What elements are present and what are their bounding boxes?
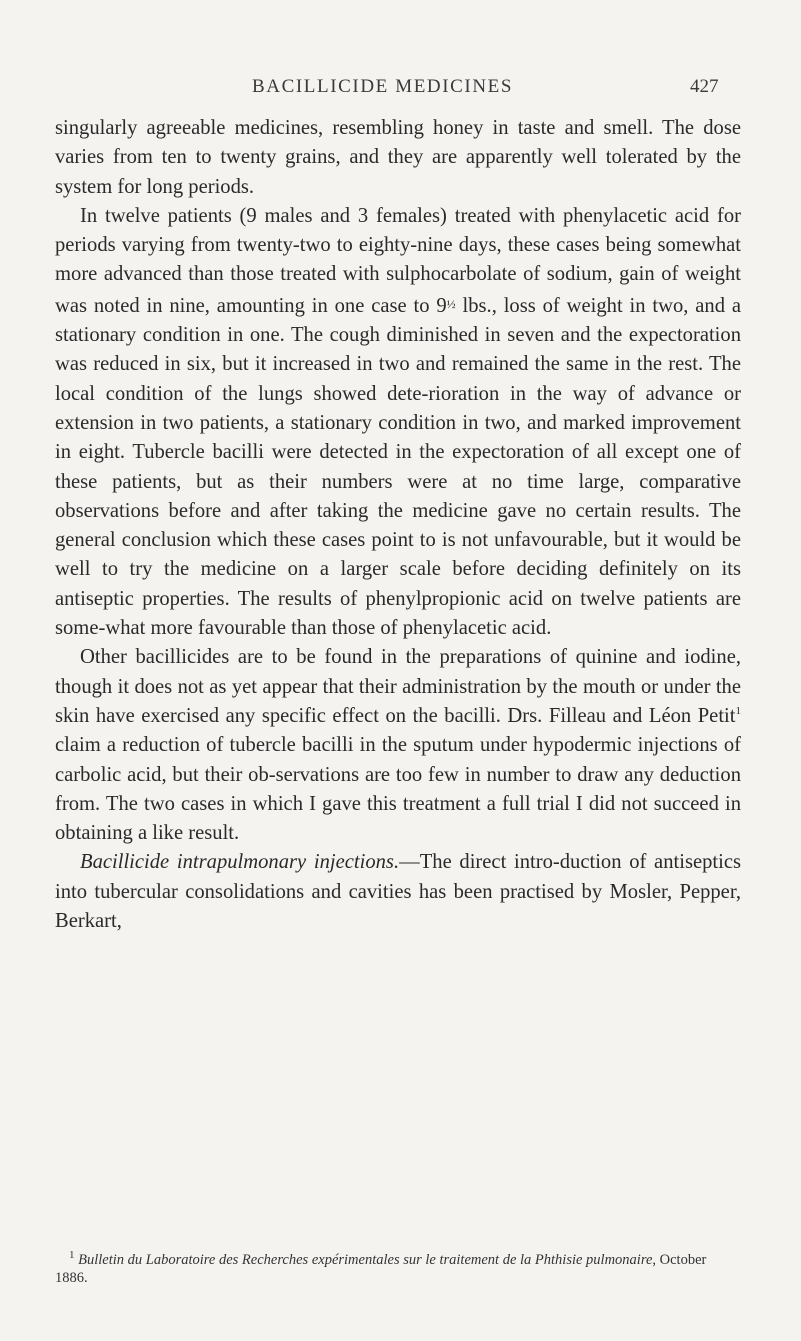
footnote-reference: 1 (735, 705, 741, 718)
footnote-title: Bulletin du Laboratoire des Recherches expérimentales sur le traitement de la Phthisie pulmonaire (78, 1252, 653, 1268)
paragraph-text: —The direct intro-duction of antiseptics into tubercular consolidations and cavities has been practised by Mosler, Pepper, Berkart, (55, 851, 741, 933)
footnote-marker: 1 (69, 1249, 75, 1262)
paragraph-text: In twelve patients (9 males and 3 females) treated with phenylacetic acid for periods varying from twenty-two to eighty-nine days, these cases being somewhat more advanced than those treated with sulphocarbolate of sodium, gain of weight was noted in nine, amounting in one case to 9 (55, 204, 741, 317)
paragraph-phenylacetic-acid (55, 202, 741, 643)
page-header (0, 76, 801, 106)
body-text (55, 114, 741, 936)
paragraph-text: lbs., loss of weight in two, and a stationary condition in one. The cough diminished in seven and the expectoration was reduced in six, but it increased in two and remained the same in the rest. The local condition of the lungs showed dete-rioration in the way of advance or extension in two patients, a stationary condition in two, and marked improvement in eight. Tubercle bacilli were detected in the expectoration of all except one of these patients, but as their numbers were at no time large, comparative observations before and after taking the medicine gave no certain results. The general conclusion which these cases point to is not unfavourable, but it would be well to try the medicine on a larger scale before deciding definitely on its antiseptic properties. The results of phenylpropionic acid on twelve patients are some-what more favourable than those of phenylacetic acid. (55, 294, 741, 640)
fraction: ½ (446, 296, 456, 311)
footnotes (55, 1251, 741, 1287)
paragraph-intrapulmonary-injections (55, 848, 741, 936)
footnote-date: , October 1886. (55, 1252, 707, 1286)
paragraph-continuation: singularly agreeable medicines, resembling honey in taste and smell. The dose varies from ten to twenty grains, and they are apparently well tolerated by the system for long periods. (55, 117, 741, 198)
paragraph-text: Other bacillicides are to be found in the preparations of quinine and iodine, though it does not as yet appear that their administration by the mouth or under the skin have exercised any specific effect on the bacilli. Drs. Filleau and Léon Petit (55, 646, 741, 727)
paragraph-text: claim a reduction of tubercle bacilli in the sputum under hypodermic injections of carbolic acid, but their ob-servations are too few in number to draw any deduction from. The two cases in which I gave this treatment a full trial I did not succeed in obtaining a like result. (55, 734, 741, 845)
page-number: 427 (690, 76, 719, 97)
running-head: BACILLICIDE MEDICINES (252, 76, 514, 97)
footnote (55, 1251, 741, 1287)
section-heading: Bacillicide intrapulmonary injections. (80, 851, 400, 874)
paragraph-other-bacillicides (55, 643, 741, 848)
